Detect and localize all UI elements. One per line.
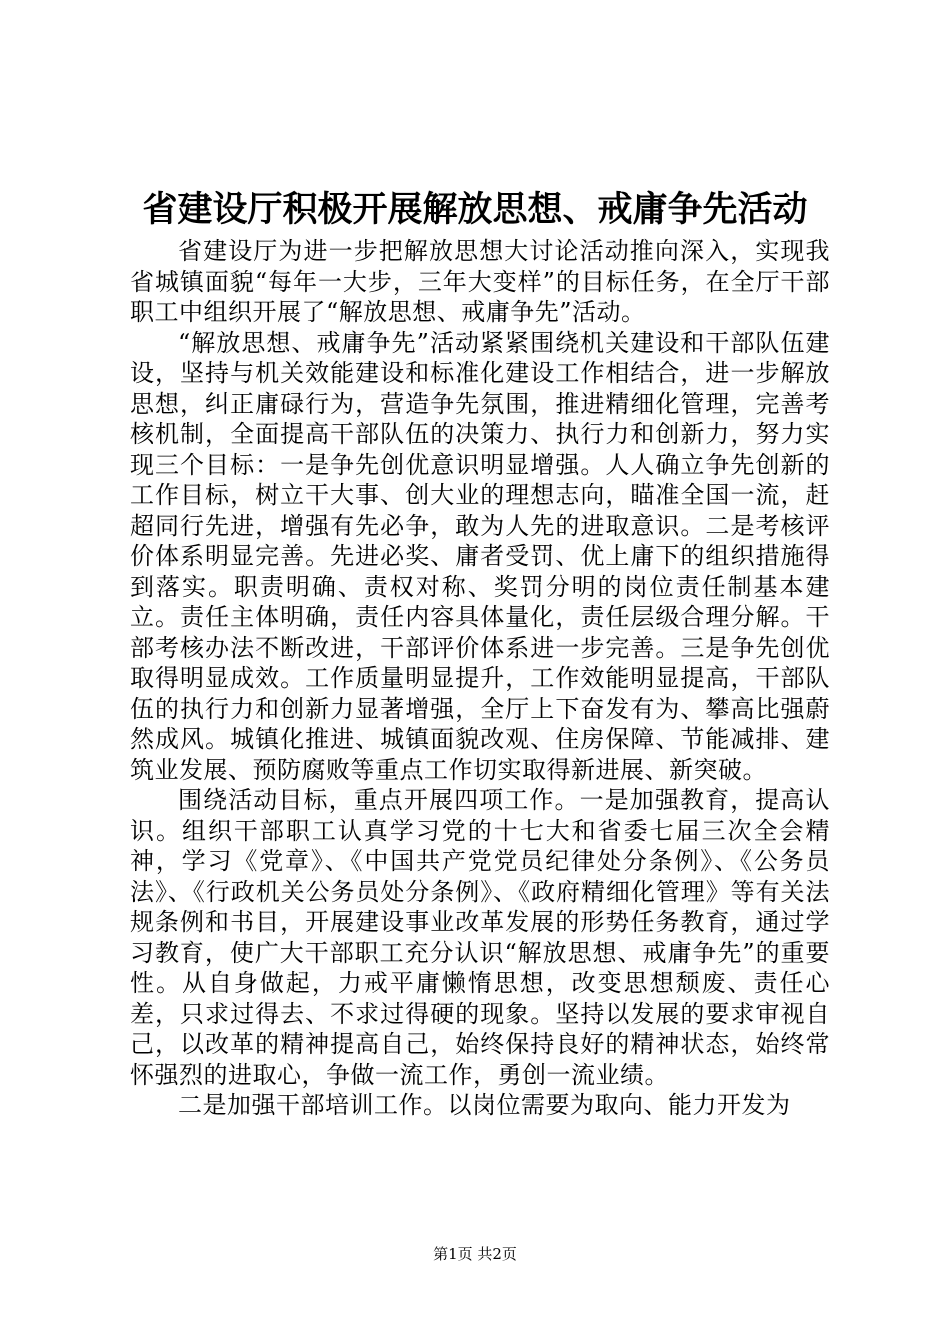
paragraph-tasks: 围绕活动目标，重点开展四项工作。一是加强教育，提高认识。组织干部职工认真学习党的十七大和省委七届三次全会精神，学习《党章》、《中国共产党党员纪律处分条例》、《公务员法》、《行政机关公务员处分条例》、《政府精细化管理》等有关法规条例和书目，开展建设事业改革发展的形势任务教育，通过学习教育，使广大干部职工充分认识“解放思想、戒庸争先”的重要性。从自身做起，力戒平庸懒惰思想，改变思想颓废、责任心差，只求过得去、不求过得硬的现象。坚持以发展的要求审视自己，以改革的精神提高自己，始终保持良好的精神状态，始终常怀强烈的进取心，争做一流工作，勇创一流业绩。: [130, 786, 830, 1089]
document-title: 省建设厅积极开展解放思想、戒庸争先活动: [142, 189, 808, 230]
page-number-footer: 第1页 共2页: [433, 1245, 517, 1263]
paragraph-goals: “解放思想、戒庸争先”活动紧紧围绕机关建设和干部队伍建设，坚持与机关效能建设和标准化建设工作相结合，进一步解放思想，纠正庸碌行为，营造争先氛围，推进精细化管理，完善考核机制，全面提高干部队伍的决策力、执行力和创新力，努力实现三个目标：一是争先创优意识明显增强。人人确立争先创新的工作目标，树立干大事、创大业的理想志向，瞄准全国一流，赶超同行先进，增强有先必争，敢为人先的进取意识。二是考核评价体系明显完善。先进必奖、庸者受罚、优上庸下的组织措施得到落实。职责明确、责权对称、奖罚分明的岗位责任制基本建立。责任主体明确，责任内容具体量化，责任层级合理分解。干部考核办法不断改进，干部评价体系进一步完善。三是争先创优取得明显成效。工作质量明显提升，工作效能明显提高，干部队伍的执行力和创新力显著增强，全厅上下奋发有为、攀高比强蔚然成风。城镇化推进、城镇面貌改观、住房保障、节能减排、建筑业发展、预防腐败等重点工作切实取得新进展、新突破。: [130, 328, 830, 784]
document-body: [130, 236, 830, 1121]
paragraph-intro: 省建设厅为进一步把解放思想大讨论活动推向深入，实现我省城镇面貌“每年一大步，三年大变样”的目标任务，在全厅干部职工中组织开展了“解放思想、戒庸争先”活动。: [130, 237, 830, 326]
paragraph-training: 二是加强干部培训工作。以岗位需要为取向、能力开发为: [178, 1091, 791, 1119]
